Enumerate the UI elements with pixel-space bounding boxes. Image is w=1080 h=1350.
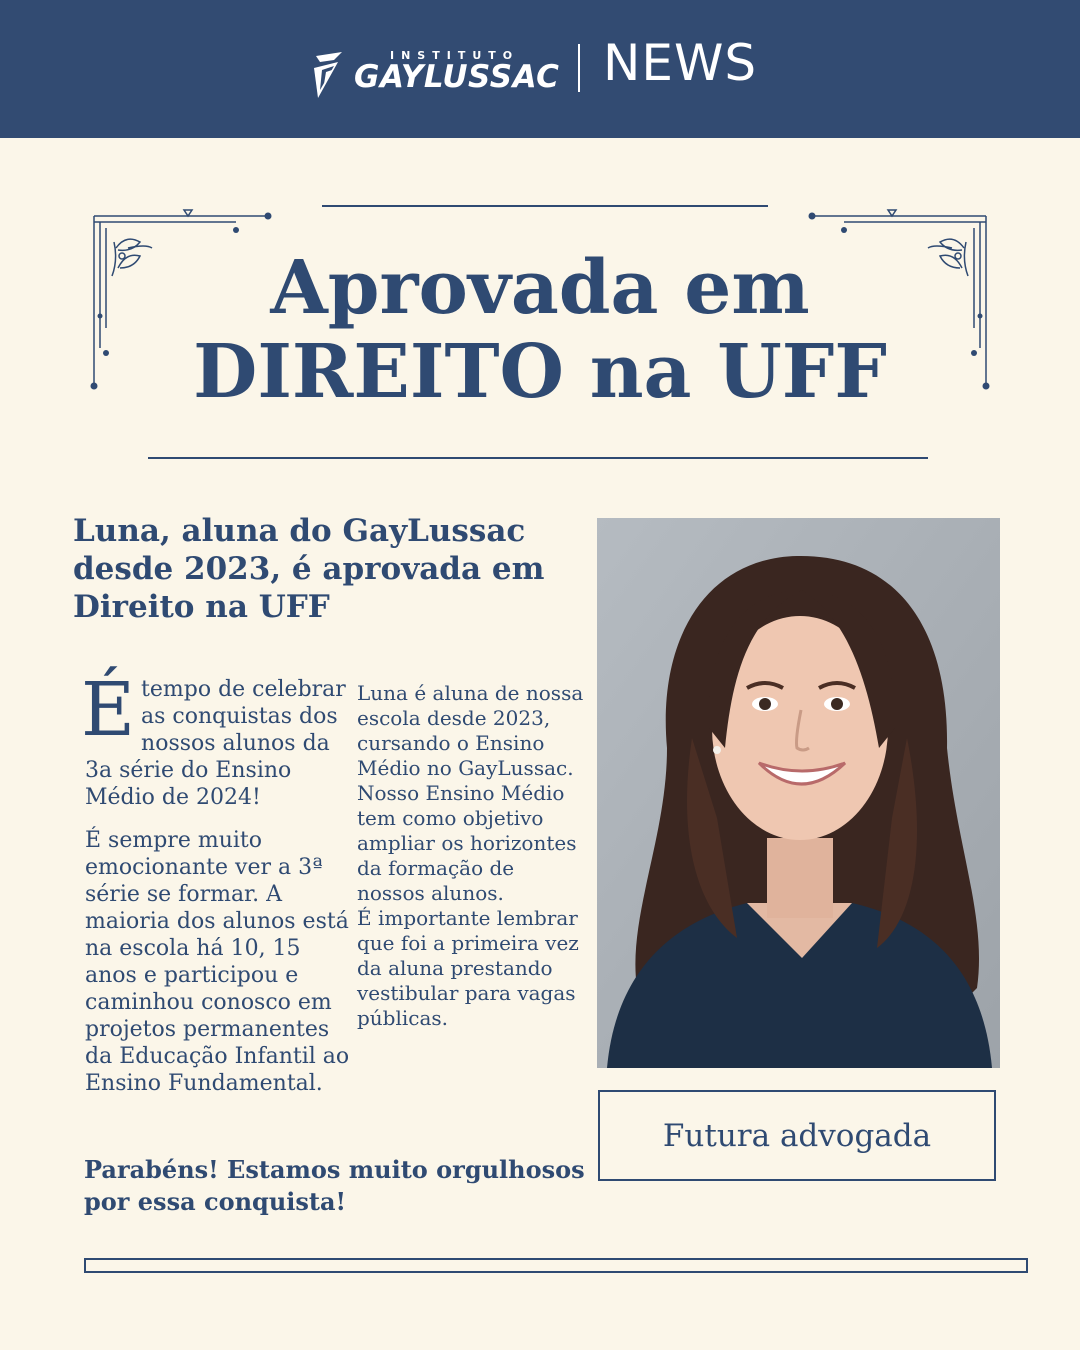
closing-statement: Parabéns! Estamos muito orgulhosos por essa conquista! [84, 1155, 585, 1216]
article-paragraph: É importante lembrar que foi a primeira vez da aluna prestando vestibular para vagas públicas. [357, 906, 579, 1030]
headline [140, 246, 940, 414]
subheadline: Luna, aluna do GayLussac desde 2023, é aprovada em Direito na UFF [73, 513, 545, 625]
headline-rule [148, 457, 928, 459]
gaylussac-logo-icon [312, 50, 354, 106]
top-rule [322, 205, 768, 207]
paragraph-text: tempo de celebrar as conquistas dos nossos alunos da 3a série do Ensino Médio de 2024! [85, 677, 346, 810]
photo-caption: Futura advogada [598, 1090, 996, 1181]
student-photo [597, 518, 1000, 1068]
brand-name: GAYLUSSAC [354, 59, 560, 95]
student-portrait-icon [597, 518, 1000, 1068]
article-column-2 [357, 681, 587, 1031]
brand-small-text: INSTITUTO [390, 49, 520, 62]
article-paragraph [81, 667, 353, 811]
footer-bar [84, 1258, 1028, 1273]
article-column-1 [81, 667, 353, 1113]
article-paragraph: Luna é aluna de nossa escola desde 2023, cursando o Ensino Médio no GayLussac. Nosso Ensino Médio tem como objetivo ampliar os horizontes da formação de nossos alunos. [357, 681, 584, 905]
article-paragraph: É sempre muito emocionante ver a 3ª série se formar. A maioria dos alunos está na escola há 10, 15 anos e participou e caminhou conosco em projetos permanentes da Educação Infantil ao Ensino Fundamental. [85, 828, 350, 1096]
drop-cap: É [81, 667, 136, 753]
header-divider [578, 44, 580, 92]
section-title: NEWS [603, 34, 758, 92]
header-bar [0, 0, 1080, 138]
headline-line-2: DIREITO na UFF [193, 329, 887, 415]
headline-line-1: Aprovada em [270, 245, 810, 331]
